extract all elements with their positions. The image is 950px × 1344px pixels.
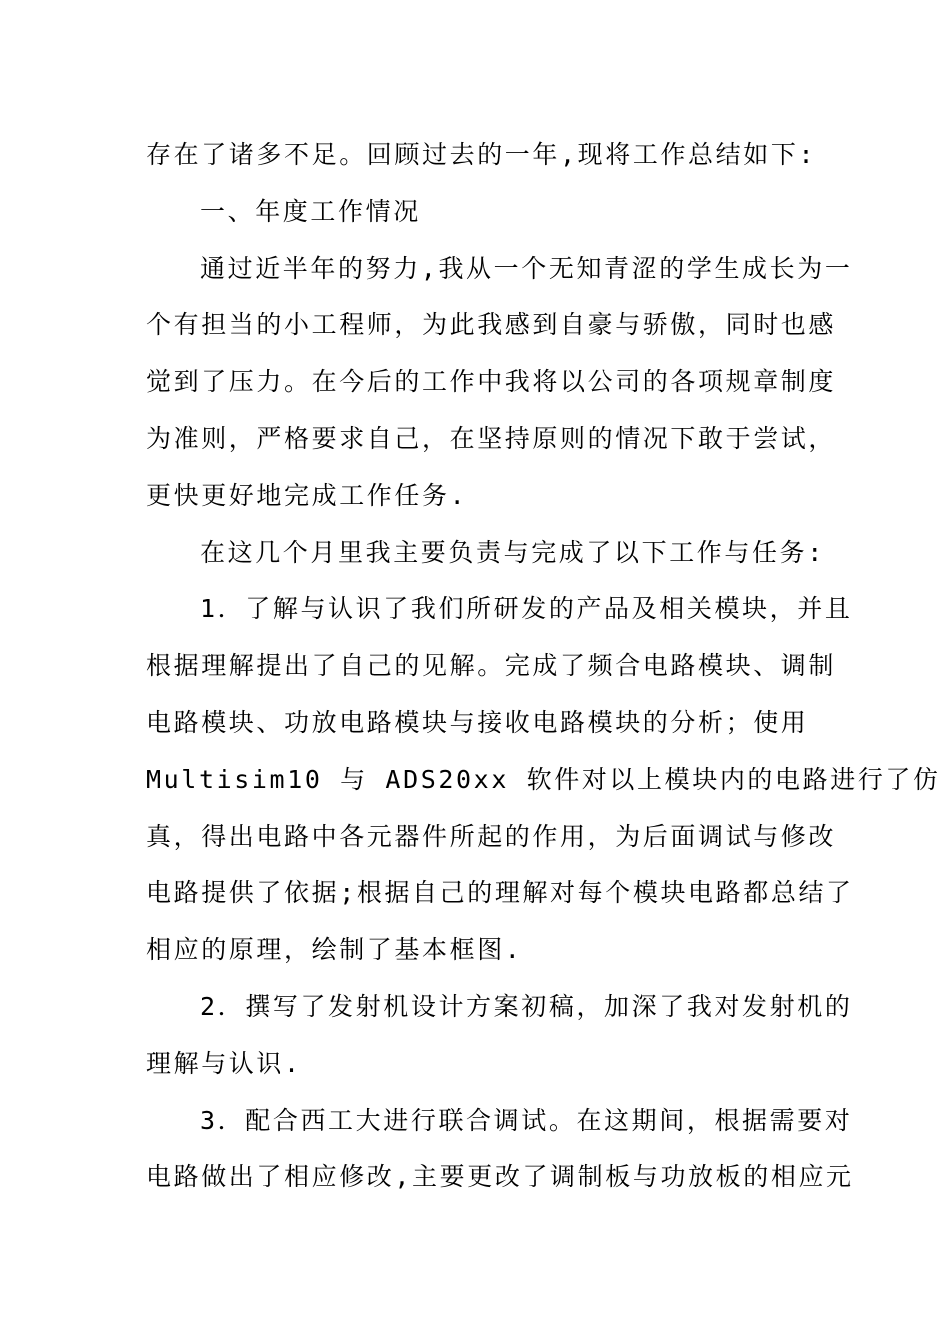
text-line: 真，得出电路中各元器件所起的作用，为后面调试与修改 — [146, 821, 837, 851]
document-body — [146, 127, 941, 1206]
text-line: 3．配合西工大进行联合调试。在这期间，根据需要对 — [200, 1105, 853, 1135]
text-line: Multisim10 与 ADS20xx 软件对以上模块内的电路进行了仿 — [146, 764, 941, 794]
list-item-1 — [146, 581, 941, 979]
section-heading-annual-work — [146, 184, 806, 241]
paragraph-intro — [146, 127, 817, 184]
text-line: 电路模块、功放电路模块与接收电路模块的分析；使用 — [146, 707, 809, 737]
text-line: 相应的原理，绘制了基本框图. — [146, 935, 523, 965]
text-line: 2．撰写了发射机设计方案初稿，加深了我对发射机的 — [200, 991, 853, 1021]
text-line: 通过近半年的努力,我从一个无知青涩的学生成长为一 — [200, 253, 853, 283]
text-line: 在这几个月里我主要负责与完成了以下工作与任务: — [200, 537, 825, 567]
section-heading: 一、年度工作情况 — [200, 196, 421, 226]
text-line: 理解与认识. — [146, 1048, 302, 1078]
text-line: 为准则，严格要求自己，在坚持原则的情况下敢于尝试， — [146, 423, 837, 453]
text-line: 根据理解提出了自己的见解。完成了频合电路模块、调制 — [146, 651, 837, 681]
text-line: 个有担当的小工程师，为此我感到自豪与骄傲，同时也感 — [146, 310, 837, 340]
text-line: 电路做出了相应修改,主要更改了调制板与功放板的相应元 — [146, 1162, 854, 1192]
text-line: 觉到了压力。在今后的工作中我将以公司的各项规章制度 — [146, 367, 837, 397]
list-item-2 — [146, 979, 853, 1093]
text-line: 存在了诸多不足。回顾过去的一年,现将工作总结如下: — [146, 140, 817, 169]
text-line: 电路提供了依据;根据自己的理解对每个模块电路都总结了 — [146, 878, 854, 908]
list-item-3 — [146, 1093, 854, 1207]
paragraph-growth — [146, 241, 853, 525]
text-line: 更快更好地完成工作任务. — [146, 480, 468, 510]
paragraph-tasks-intro — [146, 525, 825, 582]
text-line: 1．了解与认识了我们所研发的产品及相关模块，并且 — [200, 594, 853, 624]
